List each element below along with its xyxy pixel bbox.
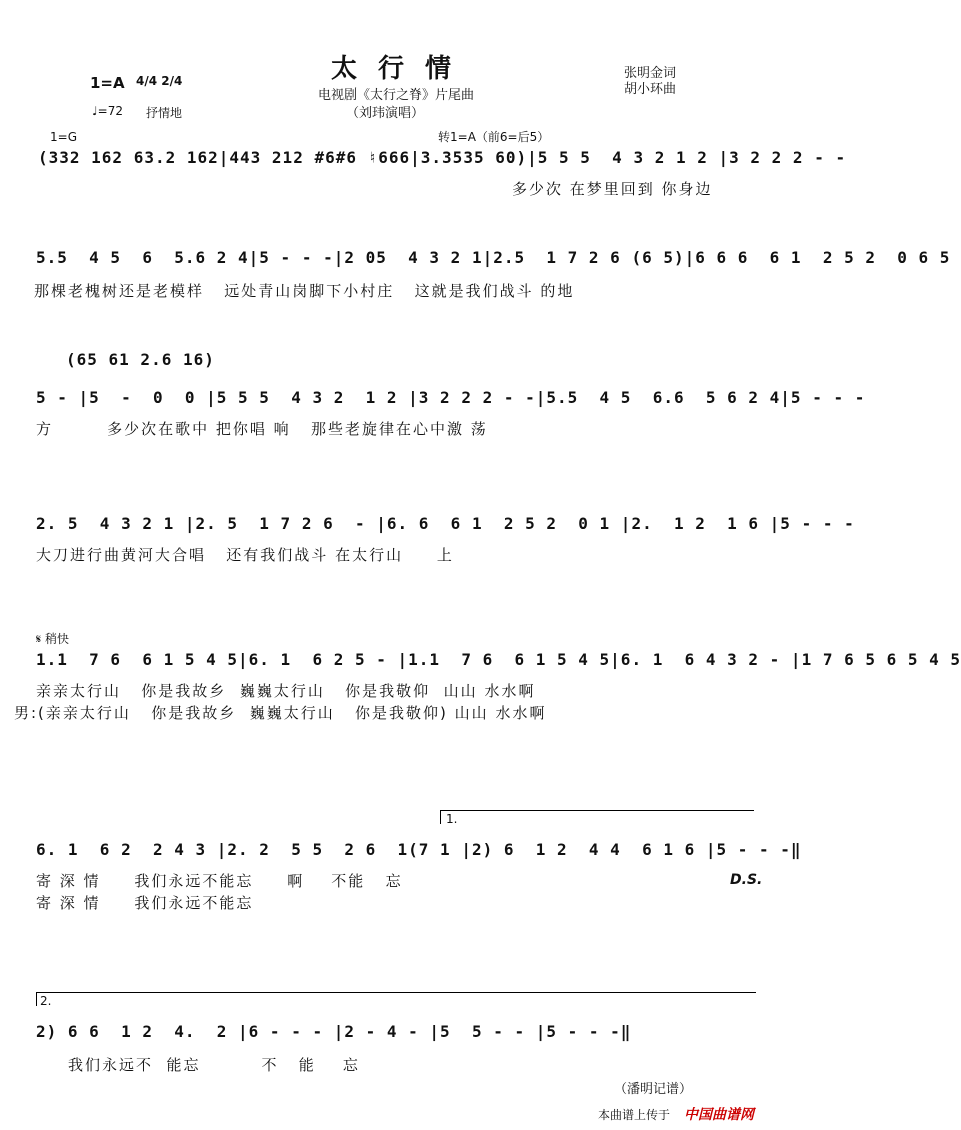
upload-note: 本曲谱上传于 <box>598 1108 671 1122</box>
subtitle: 电视剧《太行之脊》片尾曲 <box>318 88 475 103</box>
line-5-lyrics-male: 男:(亲亲太行山 你是我故乡 巍巍太行山 你是我敬仰) 山山 水水啊 <box>14 704 547 722</box>
volta-1-bracket <box>440 810 754 811</box>
line-4-lyrics: 大刀进行曲黄河大合唱 还有我们战斗 在太行山 上 <box>36 546 454 564</box>
line-7-lyrics: 我们永远不 能忘 不 能 忘 <box>68 1056 360 1074</box>
line-6-lyrics: 寄 深 情 我们永远不能忘 啊 不能 忘 <box>36 872 403 890</box>
line-3-upper-notes: (65 61 2.6 16) <box>66 350 215 369</box>
line-5-lyrics: 亲亲太行山 你是我故乡 巍巍太行山 你是我敬仰 山山 水水啊 <box>36 682 536 700</box>
time-signature: 4/4 2/4 <box>136 74 183 88</box>
composer: 胡小环曲 <box>624 82 677 97</box>
performer: （刘玮演唱） <box>346 106 425 121</box>
line-3-lyrics: 方 多少次在歌中 把你唱 响 那些老旋律在心中激 荡 <box>36 420 488 438</box>
site-logo: 中国曲谱网 <box>684 1107 754 1123</box>
line-1-modulation: 转1=A（前6=后5） <box>438 130 550 144</box>
line-6-notes: 6. 1 6 2 2 4 3 |2. 2 5 5 2 6 1(7 1 |2) 6 1 2 4 4 6 1 6 |5 - - -‖ <box>36 840 802 859</box>
line-7-notes: 2) 6 6 1 2 4. 2 |6 - - - |2 - 4 - |5 5 - - |5 - - -‖ <box>36 1022 632 1041</box>
line-2-notes: 5.5 4 5 6 5.6 2 4|5 - - -|2 05 4 3 2 1|2.5 1 7 2 6 (6 5)|6 6 6 6 1 2 5 2 0 6 5 <box>36 248 951 267</box>
line-5-segno-mark: 𝄋 稍快 <box>36 632 69 646</box>
line-2-lyrics: 那棵老槐树还是老模样 远处青山岗脚下小村庄 这就是我们战斗 的地 <box>34 282 575 300</box>
volta-1-bracket-end <box>440 810 441 824</box>
volta-2-bracket <box>36 992 756 993</box>
dal-segno-mark: D.S. <box>730 872 763 888</box>
page-title: 太 行 情 <box>330 54 458 84</box>
tempo: ♩=72 <box>92 104 123 118</box>
line-7-ending-2: 2. <box>40 994 52 1008</box>
line-5-notes: 1.1 7 6 6 1 5 4 5|6. 1 6 2 5 - |1.1 7 6 6 1 5 4 5|6. 1 6 4 3 2 - |1 7 6 5 6 5 4 5 <box>36 650 961 669</box>
lyricist: 张明金词 <box>624 66 677 81</box>
line-6-ending-1: 1. <box>446 812 458 826</box>
line-1-notes: (332 162 63.2 162|443 212 #6#6 ♮666|3.3535 60)|5 5 5 4 3 2 1 2 |3 2 2 2 - - <box>38 148 847 167</box>
line-1-lyrics: 多少次 在梦里回到 你身边 <box>512 180 713 198</box>
expression: 抒情地 <box>146 106 183 120</box>
key-signature: 1=A <box>90 74 125 92</box>
line-4-notes: 2. 5 4 3 2 1 |2. 5 1 7 2 6 - |6. 6 6 1 2 5 2 0 1 |2. 1 2 1 6 |5 - - - <box>36 514 855 533</box>
line-1-prefix: 1=G <box>50 130 77 144</box>
line-3-notes: 5 - |5 - 0 0 |5 5 5 4 3 2 1 2 |3 2 2 2 - -|5.5 4 5 6.6 5 6 2 4|5 - - - <box>36 388 866 407</box>
volta-2-bracket-end <box>36 992 37 1006</box>
line-6-lyrics-2: 寄 深 情 我们永远不能忘 <box>36 894 254 912</box>
transcriber: （潘明记谱） <box>614 1082 693 1097</box>
